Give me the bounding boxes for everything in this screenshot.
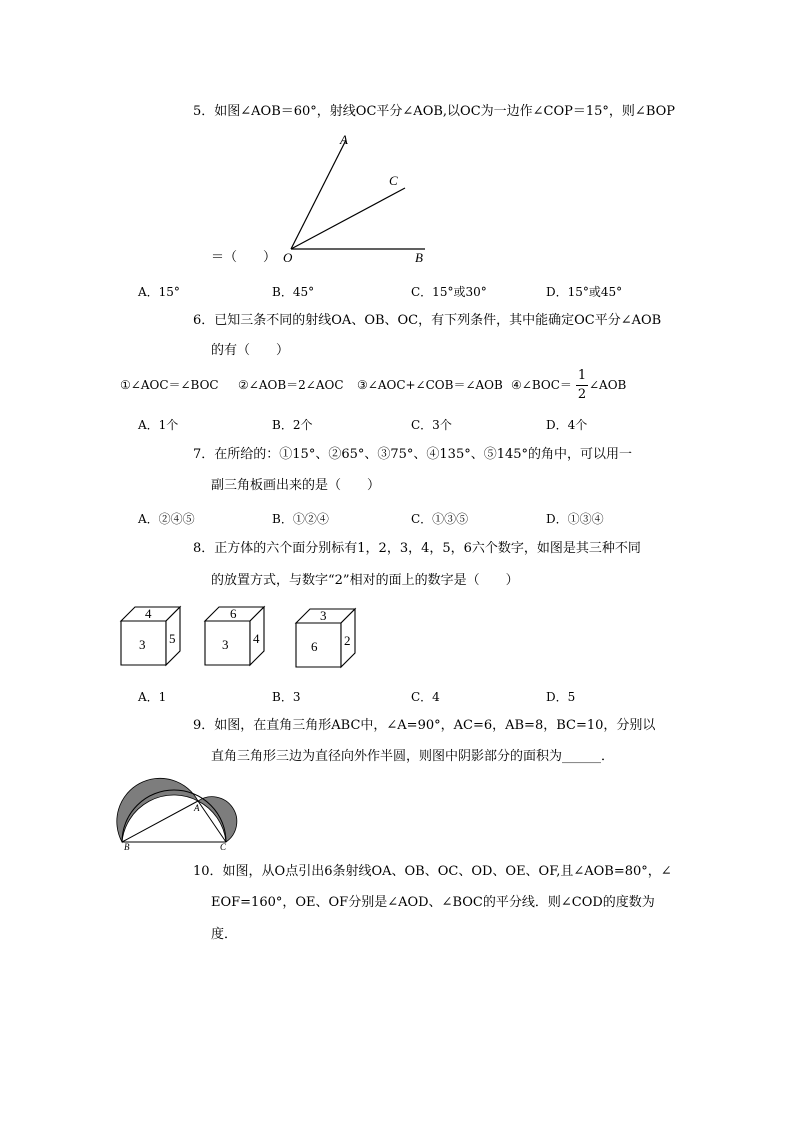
q5-stem: 5．如图∠AOB＝60°，射线OC平分∠AOB,以OC为一边作∠COP＝15°，则∠BOP bbox=[193, 104, 676, 119]
q7-stem: 7．在所给的：①15°、②65°、③75°、④135°、⑤145°的角中，可以用一 bbox=[193, 447, 633, 462]
q5-label-C: C bbox=[389, 173, 398, 188]
q5-option-a[interactable]: A．15° bbox=[138, 285, 180, 299]
q8-cube-2-top: 6 bbox=[230, 606, 237, 621]
q8-cube-1-front: 3 bbox=[139, 637, 146, 652]
q8-cube-1-top: 4 bbox=[145, 606, 152, 621]
q7-stem-cont: 副三角板画出来的是（ ） bbox=[211, 478, 381, 493]
q9-label-B: B bbox=[124, 842, 130, 852]
q9-label-C: C bbox=[220, 842, 227, 852]
q8-stem-cont: 的放置方式，与数字“2”相对的面上的数字是（ ） bbox=[211, 573, 519, 588]
q7-option-b[interactable]: B．①②④ bbox=[272, 512, 329, 526]
q6-stem-cont: 的有（ ） bbox=[211, 343, 290, 358]
q8-cube-1-side: 5 bbox=[169, 631, 176, 646]
q9-stem-cont: 直角三角形三边为直径向外作半圆，则图中阴影部分的面积为______． bbox=[211, 749, 615, 764]
q8-cube-2-side: 4 bbox=[253, 631, 260, 646]
q7-option-a[interactable]: A．②④⑤ bbox=[138, 512, 195, 526]
q8-cube-3-side: 2 bbox=[344, 633, 351, 648]
q6-condition-2: ②∠AOB＝2∠AOC bbox=[238, 378, 344, 392]
q6-option-c[interactable]: C．3个 bbox=[411, 418, 452, 432]
q8-option-b[interactable]: B．3 bbox=[272, 690, 301, 704]
q10-stem: 10．如图，从O点引出6条射线OA、OB、OC、OD、OE、OF,且∠AOB=80°，∠ bbox=[193, 864, 672, 879]
q5-label-O: O bbox=[283, 250, 293, 265]
q6-option-d[interactable]: D．4个 bbox=[546, 418, 588, 432]
q8-cube-2-front: 3 bbox=[222, 637, 229, 652]
q5-option-d[interactable]: D．15°或45° bbox=[546, 285, 623, 299]
q8-cube-3-front: 6 bbox=[311, 639, 318, 654]
q5-answer-blank: ＝（ ） bbox=[211, 250, 277, 265]
q6-condition-1: ①∠AOC＝∠BOC bbox=[120, 378, 219, 392]
q6-fraction-bar bbox=[576, 385, 588, 386]
q8-cube-2 bbox=[203, 605, 267, 667]
q8-cube-1 bbox=[119, 605, 183, 667]
q8-cube-3 bbox=[294, 607, 358, 669]
q6-condition-4: ④∠BOC＝ bbox=[511, 378, 572, 392]
q5-option-c[interactable]: C．15°或30° bbox=[411, 285, 487, 299]
q6-fraction-denominator: 2 bbox=[577, 387, 587, 402]
q7-option-c[interactable]: C．①③⑤ bbox=[411, 512, 469, 526]
q5-label-B: B bbox=[415, 250, 423, 265]
q5-option-b[interactable]: B．45° bbox=[272, 285, 315, 299]
q5-label-A: A bbox=[340, 132, 348, 147]
q8-stem: 8．正方体的六个面分别标有1，2，3，4，5，6六个数字，如图是其三种不同 bbox=[193, 541, 641, 556]
q6-fraction-numerator: 1 bbox=[577, 368, 587, 383]
q6-option-b[interactable]: B．2个 bbox=[272, 418, 313, 432]
q8-option-d[interactable]: D．5 bbox=[546, 690, 576, 704]
q6-stem: 6．已知三条不同的射线OA、OB、OC，有下列条件，其中能确定OC平分∠AOB bbox=[193, 313, 662, 328]
q8-option-a[interactable]: A．1 bbox=[138, 690, 167, 704]
q7-option-d[interactable]: D．①③④ bbox=[546, 512, 604, 526]
q8-cube-3-top: 3 bbox=[320, 608, 327, 623]
q6-option-a[interactable]: A．1个 bbox=[138, 418, 179, 432]
q9-label-A: A bbox=[194, 803, 200, 813]
q8-option-c[interactable]: C．4 bbox=[411, 690, 440, 704]
q5-angle-figure bbox=[280, 130, 440, 270]
q6-condition-4-tail: ∠AOB bbox=[589, 378, 627, 392]
q6-condition-3: ③∠AOC+∠COB＝∠AOB bbox=[357, 378, 503, 392]
q9-semicircle-figure bbox=[118, 775, 248, 850]
q9-stem: 9．如图，在直角三角形ABC中，∠A=90°，AC=6，AB=8，BC=10，分别以 bbox=[193, 718, 656, 733]
q10-stem-cont: EOF=160°，OE、OF分别是∠AOD、∠BOC的平分线．则∠COD的度数为 bbox=[211, 895, 655, 910]
q10-stem-end: 度． bbox=[211, 927, 238, 942]
